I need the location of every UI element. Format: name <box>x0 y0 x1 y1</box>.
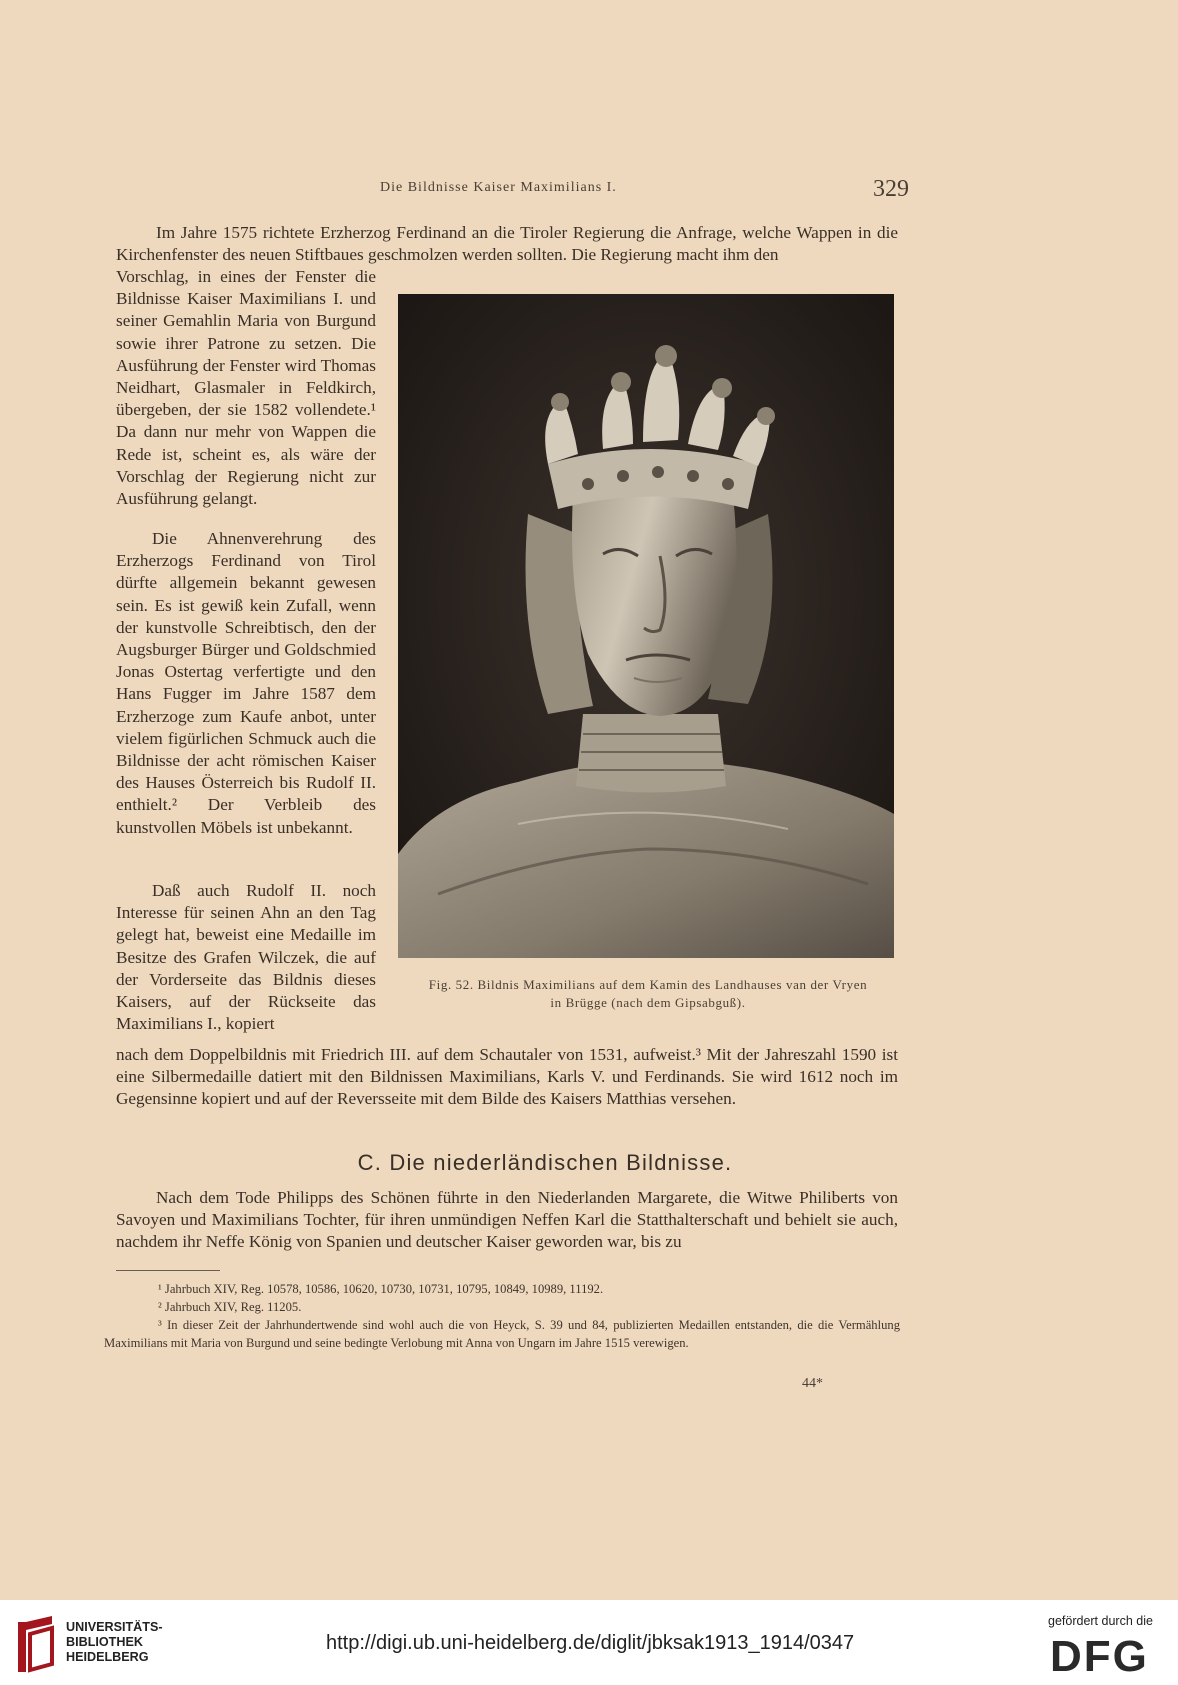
footnote-3: ³ In dieser Zeit der Jahrhundertwende sind wohl auch die von Heyck, S. 39 und 84, publizierten Medaillen entstanden, die die Vermählung Maximilians mit Maria von Burgund und seine bedingte Verlobung mit Anna von Ungarn im Jahre 1515 verewigen. <box>104 1318 900 1350</box>
footnote-1: ¹ Jahrbuch XIV, Reg. 10578, 10586, 10620, 10730, 10731, 10795, 10849, 10989, 11192. <box>158 1282 604 1296</box>
column-paragraph-2: Die Ahnenverehrung des Erzherzogs Ferdinand von Tirol dürfte allgemein bekannt gewesen sein. Es ist gewiß kein Zufall, wenn der kunstvolle Schreibtisch, den der Augsburger Bürger und Goldschmied Jonas Ostertag verfertigte und den Hans Fugger im Jahre 1587 dem Erzherzoge zum Kaufe anbot, unter vielem figürlichen Schmuck auch die Bildnisse der acht römischen Kaiser des Hauses Österreich bis Rudolf II. enthielt.² Der Verbleib des kunstvollen Möbels ist unbekannt. <box>116 529 376 837</box>
source-url-link[interactable]: http://digi.ub.uni-heidelberg.de/diglit/jbksak1913_1914/0347 <box>326 1632 855 1654</box>
full-width-continuation: nach dem Doppelbildnis mit Friedrich III. auf dem Schautaler von 1531, aufweist.³ Mit der Jahreszahl 1590 ist eine Silbermedaille datiert mit den Bildnissen Maximilians, Karls V. und Ferdinands. Sie wird 1612 noch im Gegensinne kopiert und auf der Reversseite mit dem Bilde des Kaisers Matthias versehen. <box>116 1045 898 1109</box>
footnote-2: ² Jahrbuch XIV, Reg. 11205. <box>158 1300 302 1314</box>
signature-mark: 44* <box>802 1376 823 1391</box>
library-name-line-2: BIBLIOTHEK <box>66 1635 143 1649</box>
column-paragraph-1: Vorschlag, in eines der Fenster die Bildnisse Kaiser Maximilians I. und seiner Gemahlin Maria von Burgund sowie ihrer Patrone zu setzen. Die Ausführung der Fenster wird Thomas Neidhart, Glasmaler in Feldkirch, übergeben, der sie 1582 vollendete.¹ Da dann nur mehr von Wappen die Rede ist, scheint es, als wäre der Vorschlag der Regierung nicht zur Ausführung gelangt. <box>116 267 376 509</box>
column-paragraph-3: Daß auch Rudolf II. noch Interesse für seinen Ahn an den Tag gelegt hat, beweist eine Medaille im Besitze des Grafen Wilczek, die auf der Vorderseite das Bildnis dieses Kaisers, auf der Rückseite das Maximilians I., kopiert <box>116 881 376 1034</box>
library-name[interactable] <box>66 1620 163 1665</box>
intro-paragraph: Im Jahre 1575 richtete Erzherzog Ferdinand an die Tiroler Regierung die Anfrage, welche Wappen in die Kirchenfenster des neuen Stiftbaues geschmolzen werden sollten. Die Regierung macht ihm den <box>116 223 898 265</box>
library-logo-icon[interactable] <box>12 1612 62 1676</box>
page-number: 329 <box>873 176 909 202</box>
library-name-line-1: UNIVERSITÄTS- <box>66 1620 163 1634</box>
section-heading: C. Die niederländischen Bildnisse. <box>357 1150 733 1175</box>
figure-caption-line-2: in Brügge (nach dem Gipsabguß). <box>550 995 746 1010</box>
figure-caption <box>398 976 898 1012</box>
library-name-line-3: HEIDELBERG <box>66 1650 149 1664</box>
footnotes <box>104 1280 900 1352</box>
figure-caption-line-1: Fig. 52. Bildnis Maximilians auf dem Kamin des Landhauses van der Vryen <box>428 977 868 992</box>
sponsor-logo[interactable]: DFG <box>1050 1632 1149 1681</box>
section-paragraph: Nach dem Tode Philipps des Schönen führte in den Niederlanden Margarete, die Witwe Philiberts von Savoyen und Maximilians Tochter, für ihren unmündigen Neffen Karl die Statthalterschaft und behielt sie auch, nachdem ihr Neffe König von Spanien und deutscher Kaiser geworden war, bis zu <box>116 1188 898 1252</box>
sponsor-text: gefördert durch die <box>1048 1614 1153 1628</box>
figure-bust-photo <box>398 294 894 958</box>
footnote-divider <box>116 1270 220 1271</box>
running-head: Die Bildnisse Kaiser Maximilians I. <box>380 180 617 195</box>
